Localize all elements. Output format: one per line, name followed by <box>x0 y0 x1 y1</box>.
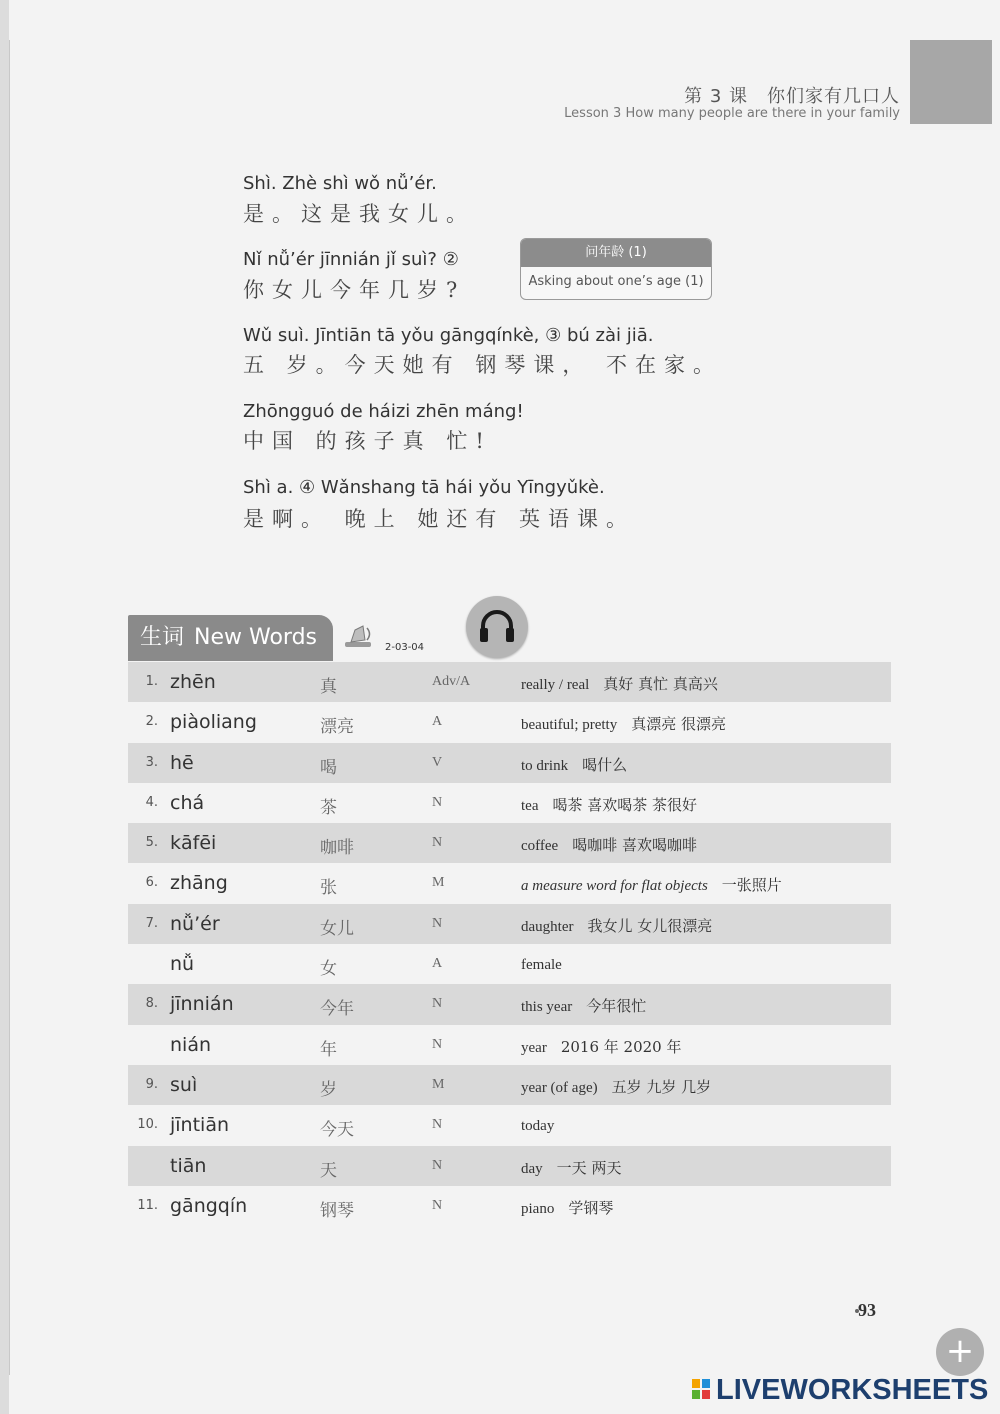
vocab-row <box>128 1065 891 1105</box>
corner-tab <box>910 40 992 124</box>
vocab-part-of-speech: N <box>432 996 443 1012</box>
line-pinyin: Wǔ suì. Jīntiān tā yǒu gāngqínkè, ③ bú zài jiā. <box>243 325 654 346</box>
vocab-definition: really / real <box>521 677 590 693</box>
vocab-row <box>128 1105 891 1145</box>
vocab-row <box>128 783 891 823</box>
vocab-examples: 今年很忙 <box>586 997 647 1016</box>
vocab-part-of-speech: N <box>432 794 443 810</box>
vocab-examples: 喝咖啡 喜欢喝咖啡 <box>572 836 697 855</box>
vocab-examples: 我女儿 女儿很漂亮 <box>587 916 713 935</box>
vocab-definition-cell <box>521 794 697 815</box>
vocab-hanzi: 真 <box>320 677 337 697</box>
headphones-button[interactable] <box>466 596 528 658</box>
vocab-definition-cell <box>521 915 712 936</box>
vocab-number: 2. <box>145 714 158 730</box>
audio-track-code: 2-03-04 <box>385 642 425 653</box>
vocab-hanzi: 张 <box>320 878 337 899</box>
line-pinyin: Nǐ nǚ’ér jīnnián jǐ suì? ② <box>243 249 459 270</box>
vocab-number: 10. <box>137 1117 158 1133</box>
vocab-hanzi: 女 <box>320 959 337 980</box>
line-chinese: 是啊。 晚上 她还有 英语课。 <box>243 507 636 531</box>
vocab-row <box>128 904 891 944</box>
vocab-definition: tea <box>521 797 539 814</box>
vocab-pinyin: hē <box>170 751 194 774</box>
vocab-part-of-speech: V <box>432 754 443 770</box>
vocab-hanzi: 岁 <box>320 1079 337 1100</box>
vocab-definition: this year <box>521 999 573 1016</box>
vocab-number: 11. <box>137 1197 158 1213</box>
vocab-part-of-speech: M <box>432 875 445 891</box>
vocab-examples: 五岁 九岁 几岁 <box>611 1077 712 1096</box>
vocab-pinyin: kāfēi <box>170 832 217 855</box>
vocab-hanzi: 女儿 <box>320 918 354 939</box>
vocab-definition-cell <box>521 673 718 694</box>
vocab-part-of-speech: N <box>432 1036 443 1052</box>
vocab-examples: 一天 两天 <box>556 1158 622 1177</box>
vocab-row <box>128 662 891 702</box>
line-pinyin: Shì. Zhè shì wǒ nǚ’ér. <box>243 173 437 194</box>
brand-logo-icon <box>692 1379 712 1401</box>
vocab-row <box>128 863 891 903</box>
vocab-part-of-speech: N <box>432 915 443 931</box>
vocab-number: 8. <box>145 996 158 1012</box>
brand-name: LIVEWORKSHEETS <box>716 1374 989 1406</box>
vocab-pinyin: suì <box>170 1073 198 1096</box>
vocab-row <box>128 702 891 742</box>
vocab-number: 9. <box>145 1076 158 1092</box>
vocab-definition: day <box>521 1160 543 1177</box>
new-words-table <box>128 662 891 1226</box>
vocab-hanzi: 喝 <box>320 757 337 778</box>
page-edge-line <box>9 40 10 1375</box>
vocab-definition-cell <box>521 874 782 895</box>
vocab-row <box>128 823 891 863</box>
brand-logo <box>692 1374 988 1407</box>
line-chinese: 五 岁。今天她有 钢琴课， 不在家。 <box>243 353 723 377</box>
vocab-pinyin: nǚ <box>170 953 195 976</box>
vocab-definition: piano <box>521 1200 555 1217</box>
vocab-definition-cell <box>521 834 697 855</box>
line-pinyin: Zhōngguó de háizi zhēn máng! <box>243 401 524 422</box>
line-chinese: 中国 的孩子真 忙! <box>243 429 492 453</box>
vocab-definition: a measure word for flat objects <box>521 878 708 895</box>
vocab-hanzi: 天 <box>320 1160 337 1181</box>
vocab-hanzi: 今天 <box>320 1120 354 1141</box>
vocab-pinyin: jīnnián <box>170 993 234 1016</box>
vocab-number: 6. <box>145 875 158 891</box>
vocab-row <box>128 743 891 783</box>
grammar-note <box>520 238 712 300</box>
speaker-icon[interactable] <box>343 622 377 652</box>
headphones-icon <box>466 596 528 658</box>
vocab-part-of-speech: N <box>432 835 443 851</box>
vocab-number: 3. <box>145 754 158 770</box>
vocab-definition: beautiful; pretty <box>521 717 618 734</box>
vocab-pinyin: chá <box>170 791 205 814</box>
vocab-part-of-speech: N <box>432 1117 443 1133</box>
vocab-examples: 喝什么 <box>582 755 628 774</box>
vocab-examples: 喝茶 喜欢喝茶 茶很好 <box>552 795 698 814</box>
vocab-definition: today <box>521 1118 555 1135</box>
vocab-number: 5. <box>145 835 158 851</box>
vocab-definition-cell <box>521 1036 681 1057</box>
vocab-examples: 2016 年 2020 年 <box>560 1037 682 1056</box>
vocab-hanzi: 漂亮 <box>320 717 354 738</box>
vocab-examples: 真好 真忙 真高兴 <box>603 675 718 693</box>
new-words-tab-cn: 生词 <box>140 625 185 650</box>
new-words-tab-en: New Words <box>194 625 318 650</box>
vocab-part-of-speech: Adv/A <box>432 674 471 689</box>
vocab-definition-cell <box>521 1197 613 1218</box>
vocab-definition: coffee <box>521 838 559 855</box>
plus-icon: + <box>945 1331 975 1371</box>
vocab-pinyin: tiān <box>170 1154 207 1177</box>
vocab-part-of-speech: A <box>432 956 443 972</box>
lesson-title-cn: 第 3 课 你们家有几口人 <box>684 86 900 107</box>
vocab-examples: 一张照片 <box>721 876 782 895</box>
vocab-definition-cell <box>521 754 627 775</box>
vocab-definition: year <box>521 1039 547 1056</box>
vocab-pinyin: nǚ’ér <box>170 912 220 935</box>
vocab-number: 7. <box>145 915 158 931</box>
vocab-part-of-speech: N <box>432 1157 443 1173</box>
page-left-edge <box>0 0 9 1414</box>
vocab-hanzi: 今年 <box>320 999 354 1020</box>
vocab-number: 1. <box>145 674 158 689</box>
vocab-definition-cell <box>521 955 576 974</box>
vocab-hanzi: 茶 <box>320 797 337 818</box>
vocab-definition-cell <box>521 1076 711 1097</box>
plus-button[interactable] <box>936 1328 984 1376</box>
vocab-hanzi: 钢琴 <box>320 1200 354 1221</box>
vocab-definition-cell <box>521 713 726 734</box>
grammar-note-title: 问年龄 (1) <box>521 239 711 267</box>
vocab-definition-cell <box>521 995 646 1016</box>
vocab-row <box>128 984 891 1024</box>
vocab-pinyin: zhēn <box>170 671 216 693</box>
vocab-definition-cell <box>521 1157 621 1178</box>
vocab-part-of-speech: M <box>432 1076 445 1092</box>
vocab-part-of-speech: N <box>432 1197 443 1213</box>
vocab-hanzi: 年 <box>320 1039 337 1060</box>
grammar-note-subtitle: Asking about one’s age (1) <box>528 274 704 289</box>
vocab-definition: daughter <box>521 918 574 935</box>
line-chinese: 是。这是我女儿。 <box>243 202 475 226</box>
vocab-row <box>128 1146 891 1186</box>
vocab-part-of-speech: A <box>432 714 443 730</box>
vocab-number: 4. <box>145 794 158 810</box>
vocab-definition: female <box>521 957 562 974</box>
vocab-examples: 学钢琴 <box>568 1198 614 1217</box>
vocab-pinyin: piàoliang <box>170 711 257 734</box>
vocab-pinyin: zhāng <box>170 872 228 895</box>
vocab-row <box>128 1025 891 1065</box>
new-words-tab <box>128 615 333 661</box>
vocab-definition: year (of age) <box>521 1079 598 1096</box>
vocab-definition-cell <box>521 1116 568 1135</box>
line-pinyin: Shì a. ④ Wǎnshang tā hái yǒu Yīngyǔkè. <box>243 477 605 498</box>
vocab-definition: to drink <box>521 757 569 774</box>
vocab-examples: 真漂亮 很漂亮 <box>631 715 726 734</box>
vocab-row <box>128 944 891 984</box>
lesson-title-en: Lesson 3 How many people are there in your family <box>564 106 900 121</box>
line-chinese: 你女儿今年几岁? <box>243 278 466 302</box>
vocab-hanzi: 咖啡 <box>320 838 354 859</box>
page-number: 93 <box>858 1300 876 1320</box>
vocab-pinyin: gāngqín <box>170 1194 248 1217</box>
vocab-row <box>128 1186 891 1226</box>
vocab-pinyin: jīntiān <box>170 1114 230 1137</box>
vocab-pinyin: nián <box>170 1033 212 1056</box>
